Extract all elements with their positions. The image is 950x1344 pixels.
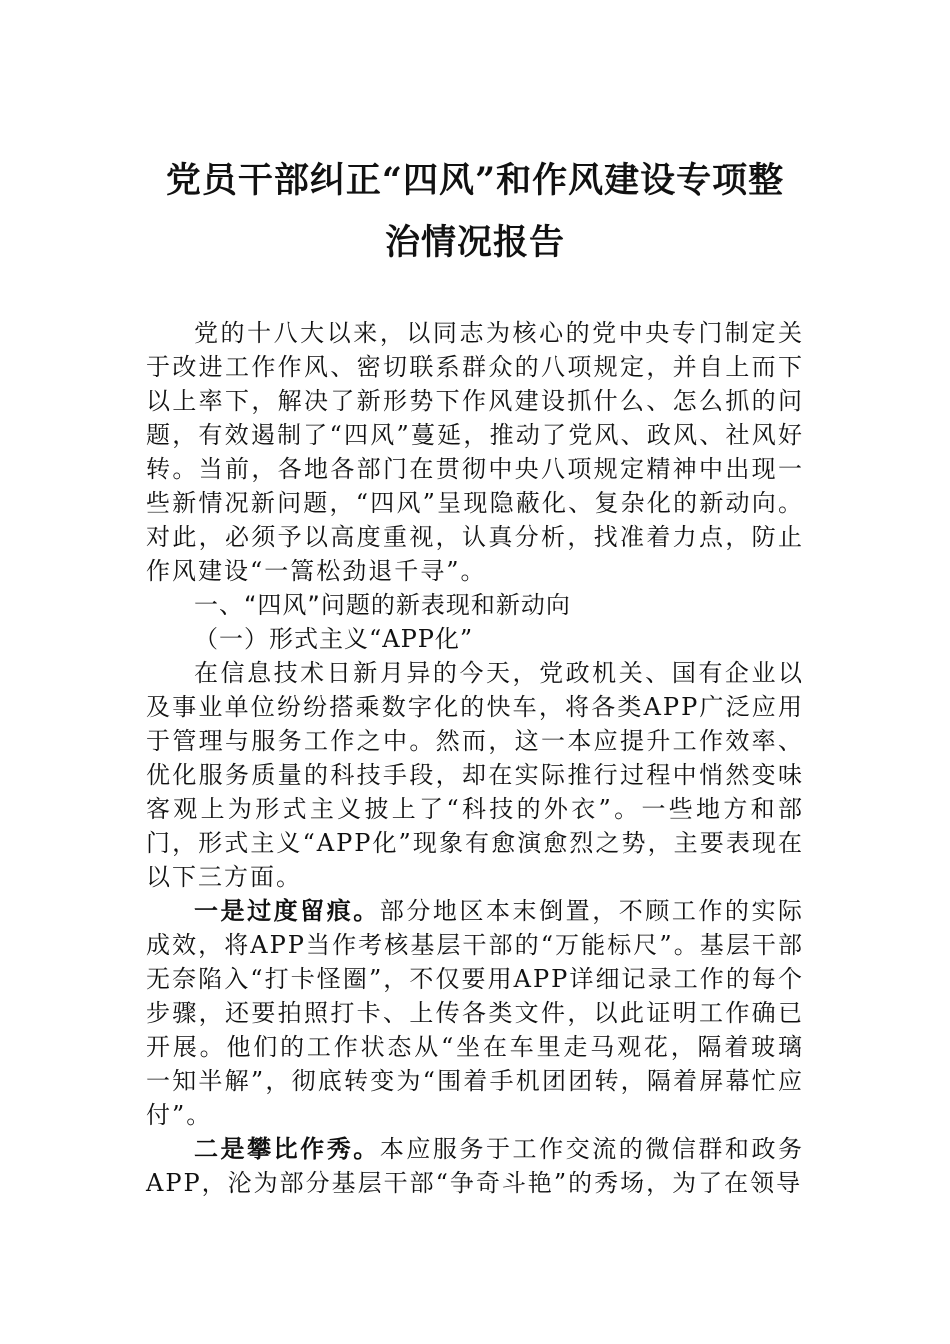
intro-paragraph: 党的十八大以来，以同志为核心的党中央专门制定关于改进工作作风、密切联系群众的八项规定，并自上而下以上率下，解决了新形势下作风建设抓什么、怎么抓的问题，有效遏制了“四风”蔓延，推动了党风、政风、社风好转。当前，各地各部门在贯彻中央八项规定精神中出现一些新情况新问题，“四风”呈现隐蔽化、复杂化的新动向。对此，必须予以高度重视，认真分析，找准着力点，防止作风建设“一篙松劲退千寻”。 <box>146 319 804 585</box>
document-body <box>146 316 804 1200</box>
point-paragraph-2 <box>146 1132 804 1200</box>
document-title <box>146 150 804 274</box>
subsection-heading-1: （一）形式主义“APP化” <box>194 625 474 653</box>
point-1-lead: 一是过度留痕。 <box>194 896 380 925</box>
point-1-text: 部分地区本末倒置，不顾工作的实际成效，将APP当作考核基层干部的“万能标尺”。基层干部无奈陷入“打卡怪圈”，不仅要用APP详细记录工作的每个步骤，还要拍照打卡、上传各类文件，以此证明工作确已开展。他们的工作状态从“坐在车里走马观花，隔着玻璃一知半解”，彻底转变为“围着手机团团转，隔着屏幕忙应付”。 <box>146 897 805 1129</box>
point-paragraph-1 <box>146 894 804 1132</box>
point-2-lead: 二是攀比作秀。 <box>194 1134 380 1163</box>
title-line-2: 治情况报告 <box>384 222 565 263</box>
title-line-1: 党员干部纠正“四风”和作风建设专项整 <box>165 160 785 201</box>
section-heading-1: 一、“四风”问题的新表现和新动向 <box>194 591 571 619</box>
point-2-text: 本应服务于工作交流的微信群和政务APP，沦为部分基层干部“争奇斗艳”的秀场，为了在领导 <box>146 1135 805 1197</box>
body-paragraph-1: 在信息技术日新月异的今天，党政机关、国有企业以及事业单位纷纷搭乘数字化的快车，将各类APP广泛应用于管理与服务工作之中。然而，这一本应提升工作效率、优化服务质量的科技手段，却在实际推行过程中悄然变味客观上为形式主义披上了“科技的外衣”。一些地方和部门，形式主义“APP化”现象有愈演愈烈之势，主要表现在以下三方面。 <box>146 659 804 891</box>
